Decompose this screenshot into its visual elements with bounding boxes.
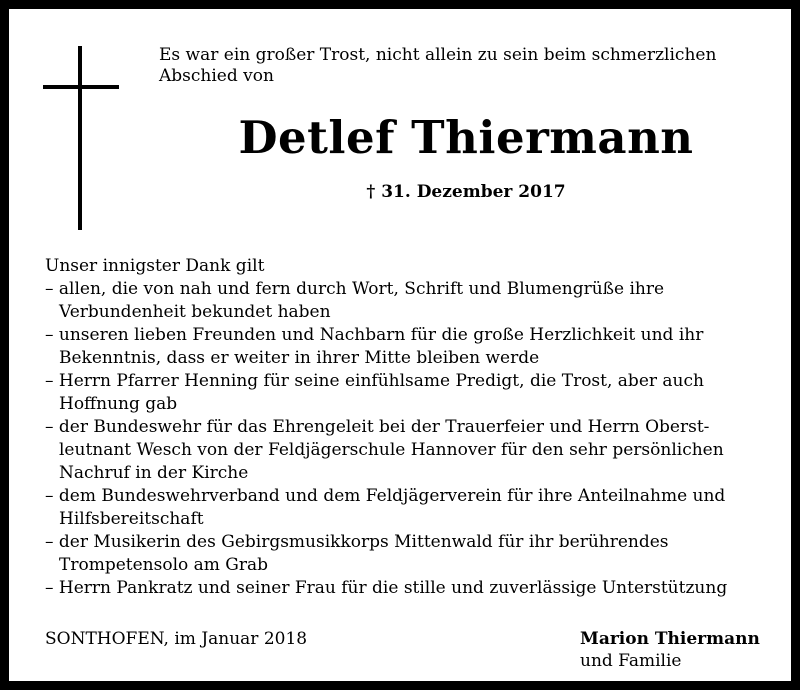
signature-family: und Familie: [580, 651, 682, 671]
thanks-item: – Herrn Pfarrer Henning für seine einfühlsame Predigt, die Trost, aber auch Hoffnung gab: [45, 371, 704, 414]
place-date: SONTHOFEN, im Januar 2018: [45, 629, 308, 649]
thanks-heading: Unser innigster Dank gilt: [45, 256, 265, 276]
thanks-section: [45, 255, 775, 600]
intro-text: Es war ein großer Trost, nicht allein zu sein beim schmerzlichen Abschied von: [159, 45, 717, 86]
deceased-name: Detlef Thiermann: [238, 111, 694, 164]
thanks-item: – der Musikerin des Gebirgsmusikkorps Mittenwald für ihr berührendes Trompetensolo am Grab: [45, 532, 669, 575]
cross-horizontal-bar: [43, 85, 119, 89]
signature: [580, 628, 760, 672]
signature-name: Marion Thiermann: [580, 629, 760, 649]
thanks-item: – allen, die von nah und fern durch Wort, Schrift und Blumengrüße ihre Verbundenheit bekundet haben: [45, 279, 665, 322]
thanks-list: [45, 278, 775, 600]
cross-icon: [43, 46, 119, 230]
thanks-item: – der Bundeswehr für das Ehrengeleit bei der Trauerfeier und Herrn Oberstleutnant Wesch von der Feldjägerschule Hannover für den sehr persönlichen Nachruf in der Kirche: [45, 417, 724, 483]
cross-vertical-bar: [78, 46, 82, 230]
thanks-item: – Herrn Pankratz und seiner Frau für die stille und zuverlässige Unterstützung: [45, 578, 728, 598]
thanks-item: – unseren lieben Freunden und Nachbarn für die große Herzlichkeit und ihr Bekenntnis, dass er weiter in ihrer Mitte bleiben werde: [45, 325, 704, 368]
death-date: † 31. Dezember 2017: [366, 182, 566, 202]
thanks-item: – dem Bundeswehrverband und dem Feldjägerverein für ihre Anteilnahme und Hilfsbereitschaft: [45, 486, 726, 529]
